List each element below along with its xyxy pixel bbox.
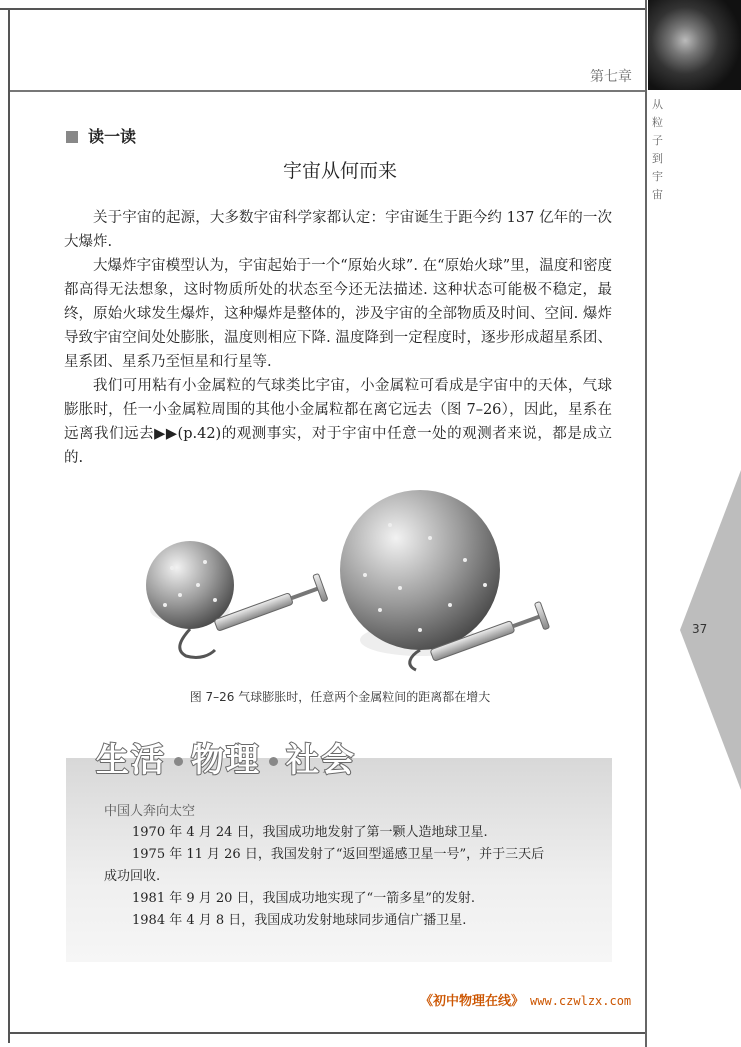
page-frame-bottom	[8, 1032, 741, 1034]
page-tab-wedge	[680, 470, 741, 790]
balloon-figure	[120, 490, 580, 680]
banner-word-1: 生活	[96, 740, 166, 779]
article-title: 宇宙从何而来	[282, 160, 397, 182]
footer-site-name: 《初中物理在线》	[420, 994, 525, 1009]
paragraph-2: 大爆炸宇宙模型认为，宇宙起始于一个“原始火球”. 在“原始火球”里，温度和密度都高得无法想象，这时物质所处的状态至今还无法描述. 这种状态可能极不稳定，最终，原始火球发生爆炸，这种爆炸是整体的，涉及宇宙的全部物质及时间、空间. 爆炸导致宇宙空间处处膨胀，温度则相应下降. 温度降到一定程度时，逐步形成超星系团、星系团、星系乃至恒星和行星等.	[64, 258, 612, 370]
section-label: 读一读	[88, 127, 137, 146]
dot-icon	[174, 757, 183, 766]
info-box-title: 中国人奔向太空	[104, 804, 196, 819]
small-balloon	[146, 541, 234, 657]
square-bullet-icon	[66, 131, 78, 143]
banner-word-2: 物理	[191, 740, 261, 779]
timeline-line-4: 1981 年 9 月 20 日，我国成功地实现了“一箭多星”的发射.	[132, 891, 475, 906]
footer-watermark	[420, 990, 631, 1009]
header-rule	[10, 90, 645, 92]
section-heading	[66, 124, 136, 147]
timeline-line-2: 1975 年 11 月 26 日，我国发射了“返回型遥感卫星一号”，并于三天后	[132, 847, 545, 862]
timeline-line-1: 1970 年 4 月 24 日，我国成功地发射了第一颗人造地球卫星.	[132, 825, 488, 840]
paragraph-1: 关于宇宙的起源，大多数宇宙科学家都认定：宇宙诞生于距今约 137 亿年的一次大爆炸.	[64, 210, 612, 250]
page-frame-top	[0, 8, 648, 10]
timeline-line-3: 成功回收.	[104, 869, 161, 884]
dot-icon	[269, 757, 278, 766]
info-box-banner	[96, 734, 356, 781]
side-chapter-title: 从粒子到宇宙	[652, 98, 663, 201]
galaxy-photo	[648, 0, 741, 90]
chapter-label: 第七章	[590, 69, 632, 85]
banner-word-3: 社会	[286, 740, 356, 779]
paragraph-3: 我们可用粘有小金属粒的气球类比宇宙，小金属粒可看成是宇宙中的天体，气球膨胀时，任一小金属粒周围的其他小金属粒都在离它远去（图 7–26），因此，星系在远离我们远去▶▶(p.42)的观测事实，对于宇宙中任意一处的观测者来说，都是成立的.	[64, 378, 612, 466]
timeline-line-5: 1984 年 4 月 8 日，我国成功发射地球同步通信广播卫星.	[132, 913, 467, 928]
page-number: 37	[692, 622, 708, 636]
footer-url[interactable]: www.czwlzx.com	[530, 994, 632, 1008]
figure-caption: 图 7–26 气球膨胀时，任意两个金属粒间的距离都在增大	[189, 690, 491, 704]
